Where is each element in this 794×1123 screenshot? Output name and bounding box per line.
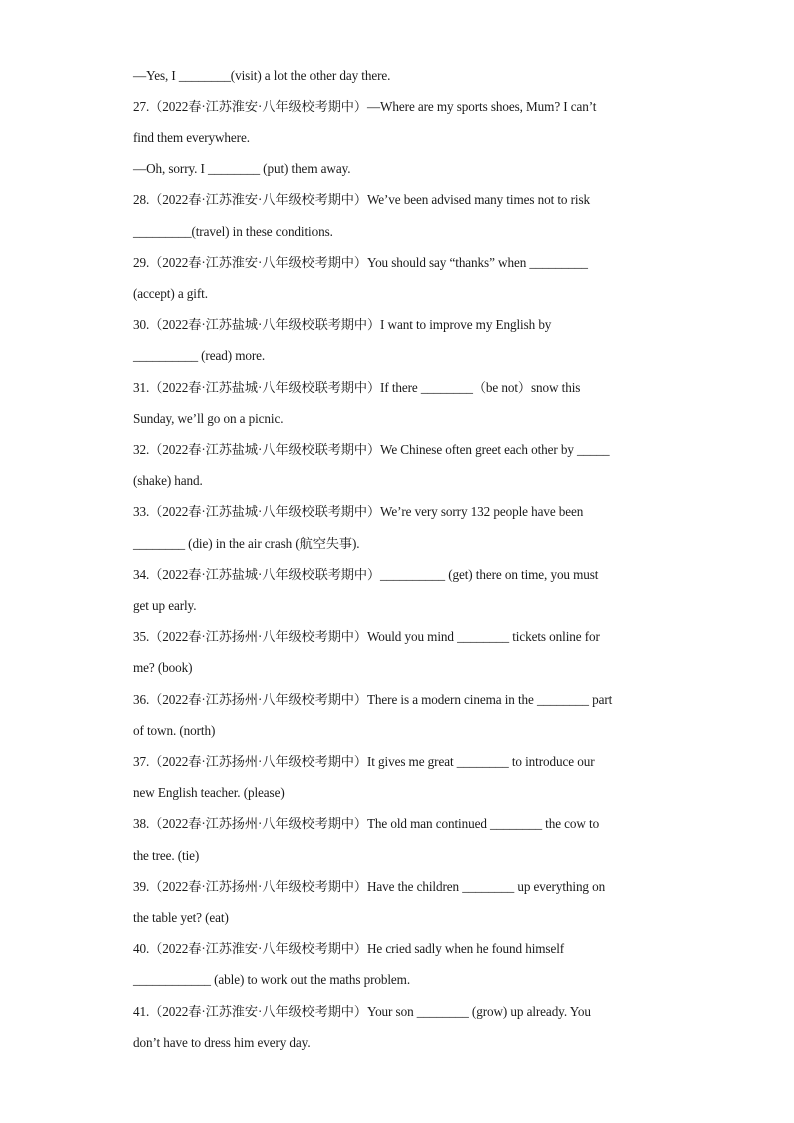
question-line: 34.（2022春·江苏盐城·八年级校联考期中）__________ (get) there on time, you must: [133, 567, 599, 582]
question-line: 37.（2022春·江苏扬州·八年级校考期中）It gives me great ________ to introduce our: [133, 754, 595, 769]
text-line: —Oh, sorry. I ________ (put) them away.: [133, 161, 351, 176]
text-line: of town. (north): [133, 723, 216, 738]
question-line: 28.（2022春·江苏淮安·八年级校考期中）We’ve been advised many times not to risk: [133, 192, 590, 207]
question-line: 29.（2022春·江苏淮安·八年级校考期中）You should say “thanks” when _________: [133, 255, 588, 270]
text-line: don’t have to dress him every day.: [133, 1035, 311, 1050]
text-line: —Yes, I ________(visit) a lot the other day there.: [133, 68, 391, 83]
question-line: 33.（2022春·江苏盐城·八年级校联考期中）We’re very sorry 132 people have been: [133, 504, 584, 519]
question-line: 39.（2022春·江苏扬州·八年级校考期中）Have the children ________ up everything on: [133, 879, 606, 894]
question-line: 31.（2022春·江苏盐城·八年级校联考期中）If there ________（be not）snow this: [133, 380, 581, 395]
text-line: Sunday, we’ll go on a picnic.: [133, 411, 284, 426]
text-line: the tree. (tie): [133, 848, 200, 863]
text-line: ____________ (able) to work out the maths problem.: [133, 972, 411, 987]
question-line: 30.（2022春·江苏盐城·八年级校联考期中）I want to improve my English by: [133, 317, 552, 332]
text-line: (shake) hand.: [133, 473, 203, 488]
text-line: _________(travel) in these conditions.: [133, 224, 333, 239]
question-line: 27.（2022春·江苏淮安·八年级校考期中）—Where are my sports shoes, Mum? I can’t: [133, 99, 597, 114]
text-line: me? (book): [133, 660, 193, 675]
text-line: get up early.: [133, 598, 197, 613]
question-line: 38.（2022春·江苏扬州·八年级校考期中）The old man continued ________ the cow to: [133, 816, 600, 831]
question-line: 35.（2022春·江苏扬州·八年级校考期中）Would you mind ________ tickets online for: [133, 629, 600, 644]
text-line: find them everywhere.: [133, 130, 250, 145]
question-line: 36.（2022春·江苏扬州·八年级校考期中）There is a modern cinema in the ________ part: [133, 692, 613, 707]
question-line: 40.（2022春·江苏淮安·八年级校考期中）He cried sadly when he found himself: [133, 941, 565, 956]
text-line: (accept) a gift.: [133, 286, 208, 301]
text-line: ________ (die) in the air crash (航空失事).: [133, 536, 360, 551]
text-line: the table yet? (eat): [133, 910, 229, 925]
question-line: 32.（2022春·江苏盐城·八年级校联考期中）We Chinese often greet each other by _____: [133, 442, 610, 457]
question-line: 41.（2022春·江苏淮安·八年级校考期中）Your son ________ (grow) up already. You: [133, 1004, 591, 1019]
text-line: __________ (read) more.: [133, 348, 266, 363]
text-line: new English teacher. (please): [133, 785, 285, 800]
